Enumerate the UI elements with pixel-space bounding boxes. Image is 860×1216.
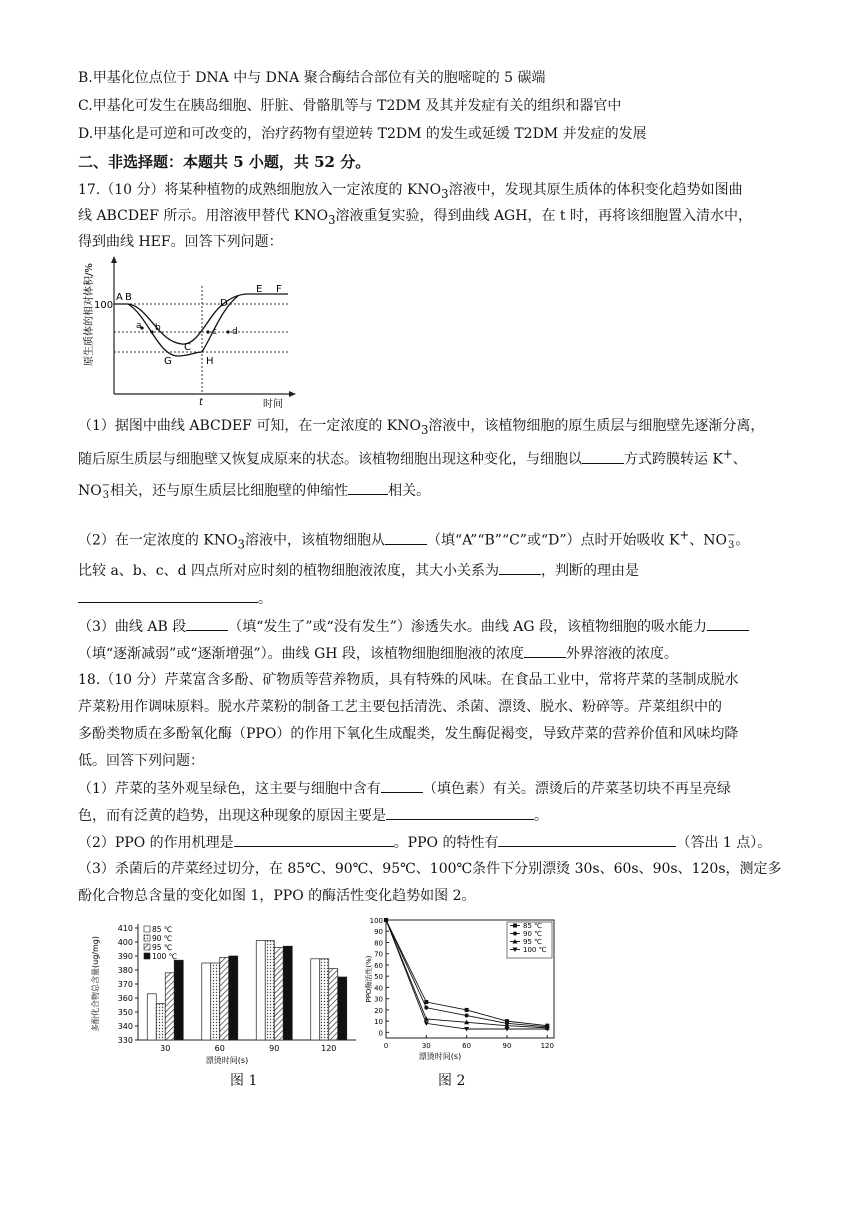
bar: [229, 956, 238, 1040]
bar: [320, 959, 329, 1040]
subscript: 3: [328, 212, 336, 227]
answer-blank[interactable]: [499, 560, 541, 575]
label-d-upper: D: [220, 298, 228, 309]
ppo-activity-line-chart: [364, 910, 562, 1066]
q17-text: 溶液中，发现其原生质体的体积变化趋势如图曲: [448, 182, 743, 198]
q17-text: （3）曲线 AB 段: [78, 619, 187, 635]
full-stop: 。: [735, 532, 750, 549]
q17-text: （填“逐渐减弱”或“逐渐增强”）。曲线 GH 段，该植物细胞细胞液的浓度: [78, 646, 524, 662]
bar: [283, 946, 292, 1040]
q17-part2-line1: [78, 525, 749, 554]
bar: [256, 941, 265, 1040]
bar: [202, 963, 211, 1040]
y-tick-label: 370: [117, 980, 133, 989]
answer-blank[interactable]: [234, 832, 394, 847]
bar: [274, 948, 283, 1040]
y-tick-label: 330: [117, 1036, 133, 1045]
data-point: [424, 1006, 428, 1010]
y-tick-label: 50: [374, 973, 383, 982]
x-tick-label: 0: [383, 1042, 389, 1050]
q17-text: 方式跨膜转运 K: [624, 451, 723, 468]
q17-text: 相关。: [388, 483, 431, 499]
label-c-lower: c: [212, 327, 217, 337]
q17-text: 溶液中，该植物细胞的原生质层与细胞壁先逐渐分离，: [428, 418, 765, 434]
x-axis-arrow: [289, 391, 296, 397]
q17-line-2: [78, 206, 752, 230]
q18-part1-line1: [78, 778, 731, 799]
y-tick-label: 10: [374, 1018, 383, 1027]
answer-blank[interactable]: [707, 616, 749, 631]
answer-blank[interactable]: [498, 832, 676, 847]
option-d: D.甲基化是可逆和可改变的，治疗药物有望逆转 T2DM 的发生或延缓 T2DM 并发症的发展: [78, 126, 647, 142]
label-t: t: [199, 397, 203, 408]
q17-text: （填“A”“B”“C”或“D”）点时开始吸收 K: [426, 532, 680, 549]
q17-part1-line1: [78, 416, 764, 440]
label-f-upper: F: [276, 284, 282, 295]
answer-blank[interactable]: [381, 778, 423, 793]
superscript: −: [101, 480, 111, 491]
subscript: 3: [420, 422, 429, 437]
y-axis-label: PPO酶活性(%): [365, 955, 373, 1003]
option-c: C.甲基化可发生在胰岛细胞、肝脏、骨骼肌等与 T2DM 及其并发症有关的组织和器官中: [78, 98, 622, 114]
q17-text: 随后原生质层与细胞壁又恢复成原来的状态。该植物细胞出现这种变化，与细胞以: [78, 451, 582, 468]
x-tick-label: 90: [502, 1042, 512, 1050]
q17-text: 溶液中，该植物细胞从: [244, 532, 385, 549]
option-b: B.甲基化位点位于 DNA 中与 DNA 聚合酶结合部位有关的胞嘧啶的 5 碳端: [78, 70, 546, 86]
answer-blank[interactable]: [186, 616, 228, 631]
q18-part1-line2: [78, 805, 548, 826]
q18-part3-line2: 酚化合物总含量的变化如图 1，PPO 的酶活性变化趋势如图 2。: [78, 888, 476, 904]
bar: [211, 963, 220, 1040]
answer-blank[interactable]: [582, 449, 624, 464]
answer-blank[interactable]: [348, 480, 388, 495]
x-tick-label: 60: [462, 1042, 472, 1050]
q18-line-2: 芹菜粉用作调味原料。脱水芹菜粉的制备工艺主要包括清洗、杀菌、漂烫、脱水、粉碎等。芹菜组织中的: [78, 699, 722, 715]
bar: [165, 973, 174, 1040]
subscript: 3: [237, 537, 245, 552]
data-point: [465, 1014, 469, 1018]
legend-marker: [513, 924, 517, 928]
q17-part3-line2: [78, 643, 678, 664]
x-axis-label: 漂烫时间(s): [418, 1052, 462, 1061]
x-axis-label: 时间: [263, 399, 283, 408]
q17-text: 相关，还与原生质层比细胞壁的伸缩性: [110, 483, 349, 499]
q17-part1-line2: [78, 444, 747, 470]
bar: [156, 1004, 165, 1040]
q18-text: （1）芹菜的茎外观呈绿色，这主要与细胞中含有: [78, 781, 381, 797]
label-d-lower: d: [232, 327, 238, 337]
x-axis-label: 漂烫时间(s): [205, 1056, 249, 1065]
q18-text: （答出 1 点）。: [676, 835, 772, 851]
answer-blank[interactable]: [385, 530, 427, 545]
subscript: 3: [441, 186, 449, 201]
no3-text: NO: [703, 532, 727, 549]
no3-text: NO: [78, 483, 102, 499]
point-b: [150, 330, 153, 333]
bar: [338, 977, 347, 1040]
q17-text: ，判断的理由是: [541, 563, 640, 579]
legend-label: 100 ℃: [523, 946, 547, 954]
protoplast-volume-figure: [78, 256, 298, 408]
q17-part3-line1: [78, 616, 749, 637]
legend-label: 90 ℃: [152, 934, 173, 943]
point-c: [206, 330, 209, 333]
y-tick-label: 70: [374, 950, 383, 959]
q18-line-4: 低。回答下列问题：: [78, 753, 204, 769]
q17-text: （填“发生了”或“没有发生”）渗透失水。曲线 AG 段，该植物细胞的吸水能力: [228, 619, 708, 635]
y-tick-label: 350: [117, 1008, 133, 1017]
bar: [147, 994, 156, 1040]
q17-part1-line3: [78, 480, 430, 501]
y-tick-label: 80: [374, 939, 383, 948]
bar: [265, 941, 274, 1040]
y-tick-label: 30: [374, 995, 383, 1004]
x-tick-label: 30: [160, 1044, 171, 1053]
curve-abcdef: [114, 294, 288, 344]
subscript: 3: [727, 539, 735, 551]
label-h-upper: H: [206, 356, 214, 367]
y-tick-label: 380: [117, 966, 133, 975]
legend-swatch: [144, 926, 150, 932]
legend-swatch: [144, 953, 150, 959]
data-point: [465, 1008, 469, 1012]
legend-swatch: [144, 935, 150, 941]
y-axis-label: 多酚化合物总含量(ug/mg): [91, 936, 100, 1032]
separator: 、: [689, 532, 704, 549]
label-c-upper: C: [184, 342, 191, 353]
q17-text: 线 ABCDEF 所示。用溶液甲替代 KNO: [78, 208, 329, 224]
y-tick-100: 100: [94, 300, 114, 311]
label-a-lower: a: [136, 321, 142, 331]
bar: [220, 957, 229, 1040]
q17-text: （1）据图中曲线 ABCDEF 可知，在一定浓度的 KNO: [78, 418, 421, 434]
label-e-upper: E: [256, 284, 263, 295]
bar: [174, 960, 183, 1040]
q18-part2: [78, 832, 771, 853]
y-tick-label: 60: [374, 961, 383, 970]
superscript: +: [679, 528, 690, 542]
figure1-caption: 图 1: [230, 1073, 258, 1089]
y-axis-arrow: [111, 256, 117, 263]
x-tick-label: 60: [214, 1044, 225, 1053]
label-g-upper: G: [164, 356, 172, 367]
q17-line-1: [78, 180, 743, 204]
q17-text: 17.（10 分）将某种植物的成熟细胞放入一定浓度的 KNO: [78, 182, 442, 198]
y-axis-label: 原生质体的相对体积/%: [84, 263, 95, 366]
answer-blank[interactable]: [78, 588, 258, 603]
q17-part2-line3: [78, 588, 272, 609]
x-tick-label: 90: [269, 1044, 280, 1053]
q18-text: （填色素）有关。漂烫后的芹菜茎切块不再呈亮绿: [422, 781, 731, 797]
bar: [311, 959, 320, 1040]
point-d: [226, 330, 229, 333]
y-tick-label: 100: [369, 917, 383, 925]
polyphenol-bar-chart: [86, 910, 362, 1066]
legend-label: 85 ℃: [523, 922, 542, 930]
q18-part3-line1: （3）杀菌后的芹菜经过切分，在 85℃、90℃、95℃、100℃条件下分别漂烫 30s、60s、90s、120s，测定多: [78, 861, 782, 877]
y-tick-label: 360: [117, 994, 133, 1003]
legend-label: 100 ℃: [152, 952, 178, 961]
x-tick-label: 30: [421, 1042, 431, 1050]
answer-blank[interactable]: [386, 805, 534, 820]
subscript: 3: [102, 490, 110, 501]
bar: [329, 969, 338, 1040]
x-tick-label: 120: [321, 1044, 337, 1053]
q17-text: 外界溶液的浓度。: [565, 646, 678, 662]
q18-text: 。PPO 的特性有: [393, 835, 499, 851]
answer-blank[interactable]: [524, 643, 566, 658]
q17-part2-line2: [78, 560, 639, 581]
superscript: +: [722, 447, 733, 461]
label-b-upper: B: [125, 292, 132, 303]
label-a-upper: A: [116, 292, 123, 303]
q18-text: 色，而有泛黄的趋势，出现这种现象的原因主要是: [78, 808, 386, 824]
figure2-caption: 图 2: [438, 1073, 466, 1089]
q17-text: 溶液重复实验，得到曲线 AGH，在 t 时，再将该细胞置入清水中，: [335, 208, 752, 224]
legend-swatch: [144, 944, 150, 950]
x-tick-label: 120: [540, 1042, 554, 1050]
full-stop: 。: [534, 808, 548, 824]
y-tick-label: 40: [374, 984, 383, 993]
q17-line-3: 得到曲线 HEF。回答下列问题：: [78, 234, 283, 250]
full-stop: 。: [258, 591, 272, 607]
legend-marker: [513, 932, 517, 936]
q18-line-1: 18.（10 分）芹菜富含多酚、矿物质等营养物质，具有特殊的风味。在食品工业中，常将芹菜的茎制成脱水: [78, 672, 739, 688]
y-tick-label: 390: [117, 952, 133, 961]
y-tick-label: 0: [378, 1029, 383, 1038]
section-heading: 二、非选择题：本题共 5 小题，共 52 分。: [78, 153, 371, 171]
y-tick-label: 20: [374, 1006, 383, 1015]
legend-label: 90 ℃: [523, 930, 542, 938]
legend-label: 85 ℃: [152, 925, 173, 934]
q18-text: （2）PPO 的作用机理是: [78, 835, 234, 851]
label-b-lower: b: [155, 323, 161, 333]
data-point: [424, 1000, 428, 1004]
legend-label: 95 ℃: [523, 938, 542, 946]
q17-text: 比较 a、b、c、d 四点所对应时刻的植物细胞液浓度，其大小关系为: [78, 563, 500, 579]
y-tick-label: 340: [117, 1022, 133, 1031]
q17-text: （2）在一定浓度的 KNO: [78, 532, 238, 549]
separator: 、: [732, 451, 747, 468]
y-tick-label: 410: [117, 924, 133, 933]
y-tick-label: 400: [117, 938, 133, 947]
legend-label: 95 ℃: [152, 943, 173, 952]
y-tick-label: 90: [374, 928, 383, 937]
q18-line-3: 多酚类物质在多酚氧化酶（PPO）的作用下氧化生成醌类，发生酶促褐变，导致芹菜的营养价值和风味均降: [78, 726, 739, 742]
superscript: −: [726, 529, 736, 541]
